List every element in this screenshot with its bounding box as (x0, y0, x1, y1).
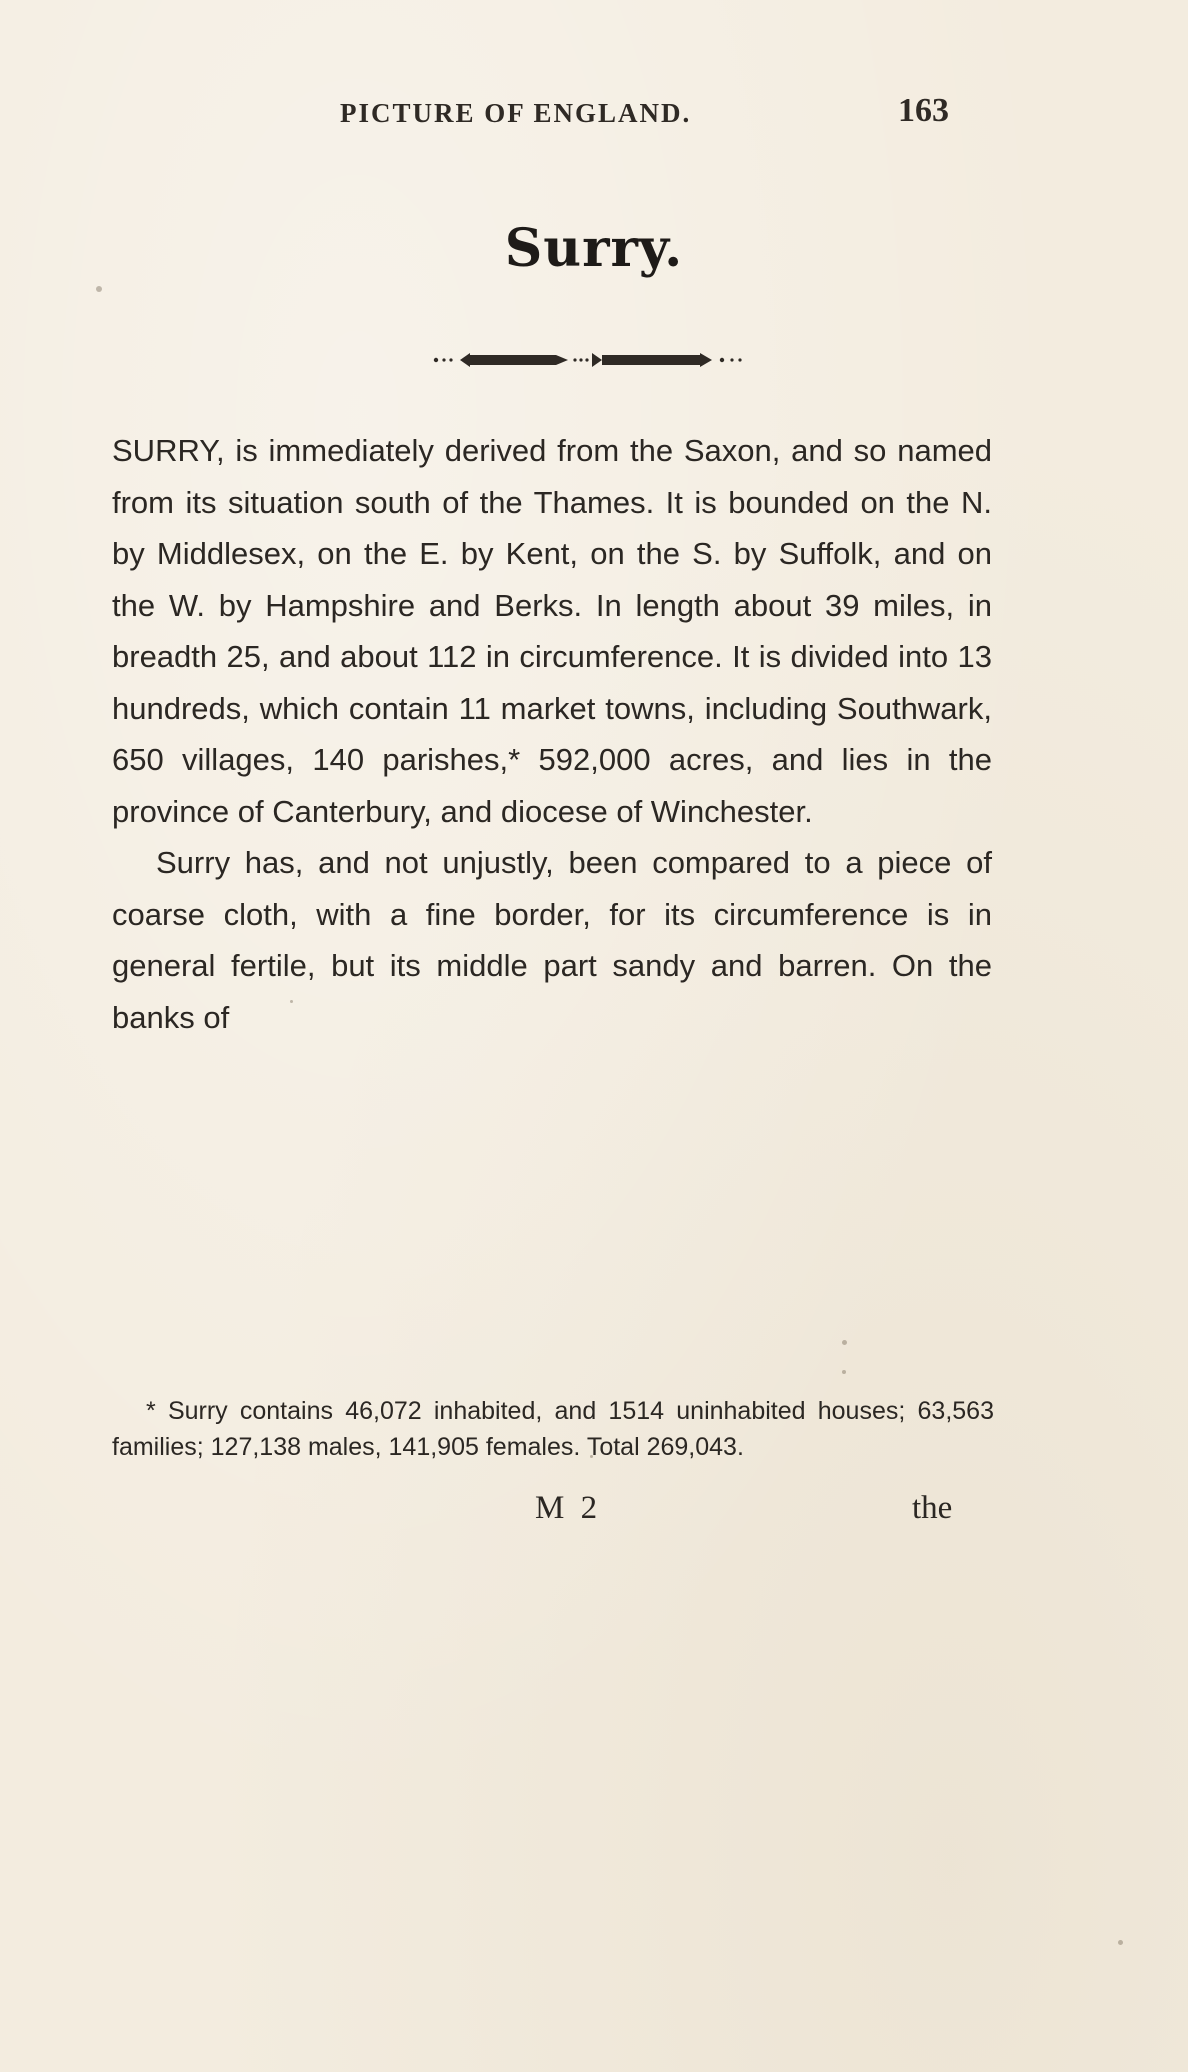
catchword: the (912, 1490, 953, 1526)
paragraph-1: SURRY, is immediately derived from the Saxon, and so named from its situation south of the Thames. It is bounded on the N. by Middlesex, on the E. by Kent, on the S. by Suffolk, and on the W. by Hampshire and Berks. In length about 39 miles, in breadth 25, and about 112 in circumference. It is divided into 13 hundreds, which contain 11 market towns, including Southwark, 650 villages, 140 parishes,* 592,000 acres, and lies in the province of Canterbury, and diocese of Winchester. (112, 433, 992, 829)
paper-speck (842, 1340, 847, 1345)
paragraph-2: Surry has, and not unjustly, been compared to a piece of coarse cloth, with a fine border, for its circumference is in general fertile, but its middle part sandy and barren. On the banks of (112, 845, 992, 1035)
signature-mark: M 2 (535, 1490, 602, 1526)
paper-speck (96, 286, 102, 292)
paper-speck (842, 1370, 846, 1374)
paper-speck (290, 1000, 293, 1003)
running-head-title: PICTURE OF ENGLAND. (340, 98, 692, 128)
footnote: * Surry contains 46,072 inhabited, and 1514 uninhabited houses; 63,563 families; 127,138 males, 141,905 females. Total 269,043. (112, 1397, 994, 1461)
page-number: 163 (898, 92, 949, 129)
paper-speck (1118, 1940, 1123, 1945)
decorative-rule-ornament (430, 348, 760, 372)
paper-speck (590, 1455, 593, 1458)
body-text (112, 425, 992, 1043)
section-title: Surry. (504, 218, 684, 279)
